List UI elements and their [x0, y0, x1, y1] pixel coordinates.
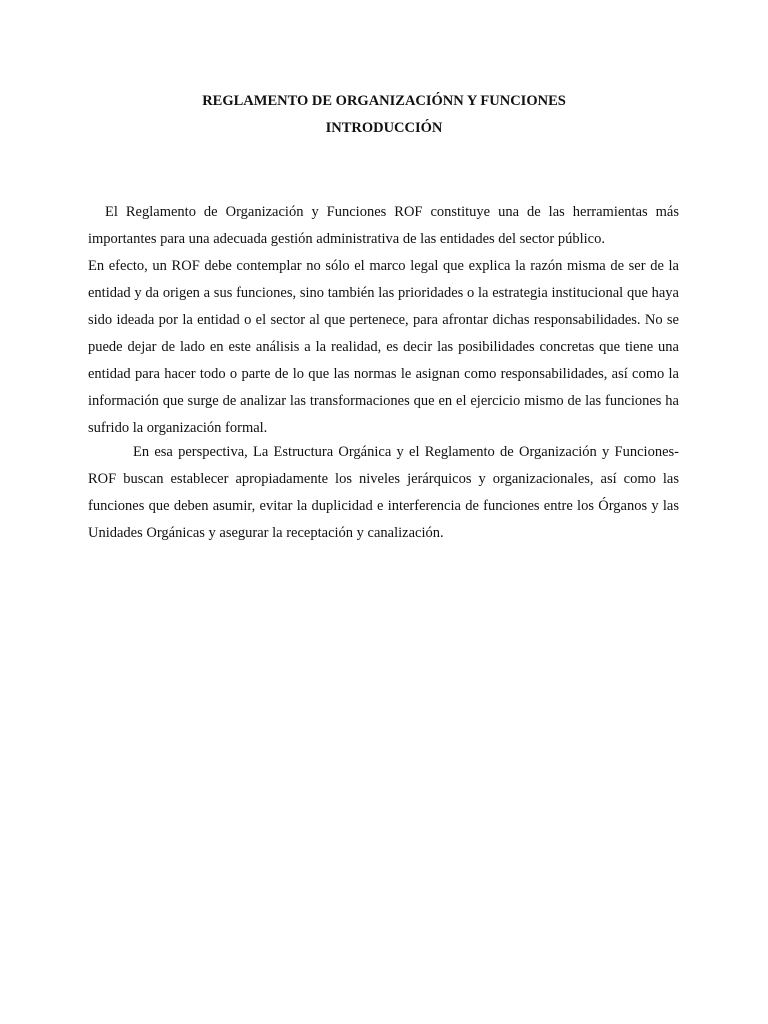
paragraph-1: El Reglamento de Organización y Funciones ROF constituye una de las herramientas más importantes para una adecuada gestión administrativa de las entidades del sector público. [88, 204, 679, 247]
paragraph-3: En esa perspectiva, La Estructura Orgánica y el Reglamento de Organización y Funciones-ROF buscan establecer apropiadamente los niveles jerárquicos y organizacionales, así como las funciones que deben asumir, evitar la duplicidad e interferencia de funciones entre los Órganos y las Unidades Orgánicas y asegurar la receptación y canalización. [88, 444, 679, 541]
introduction-block [88, 199, 679, 442]
perspective-block [88, 439, 679, 547]
paragraph-2: En efecto, un ROF debe contemplar no sólo el marco legal que explica la razón misma de ser de la entidad y da origen a sus funciones, sino también las prioridades o la estrategia institucional que haya sido ideada por la entidad o el sector al que pertenece, para afrontar dichas responsabilidades. No se puede dejar de lado en este análisis a la realidad, es decir las posibilidades concretas que tiene una entidad para hacer todo o parte de lo que las normas le asignan como responsabilidades, así como la información que surge de analizar las transformaciones que en el ejercicio mismo de las funciones ha sufrido la organización formal. [88, 258, 679, 436]
document-title: REGLAMENTO DE ORGANIZACIÓNN Y FUNCIONES [202, 93, 566, 109]
document-subtitle: INTRODUCCIÓN [325, 120, 443, 136]
